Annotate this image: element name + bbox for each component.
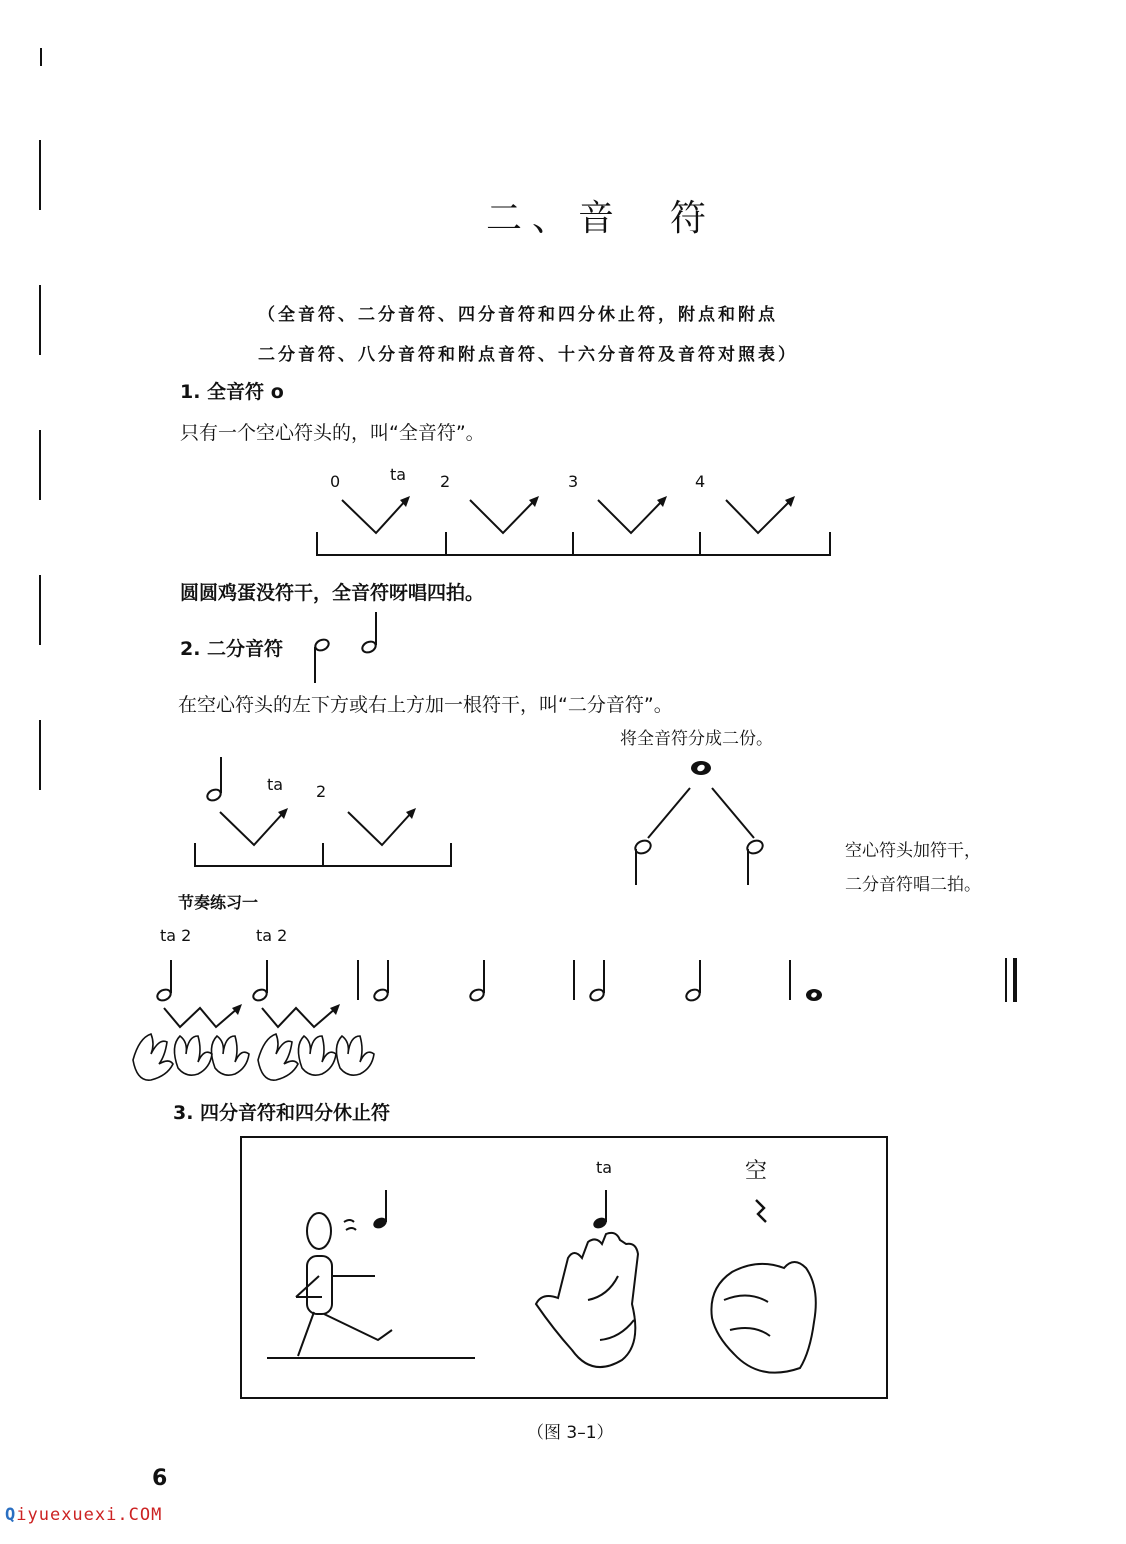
half-beat-label-ta: ta — [267, 775, 284, 794]
beat-label-3: 3 — [568, 472, 579, 491]
exercise-heading: 节奏练习一 — [178, 893, 259, 912]
side-text-line-2: 二分音符唱二拍。 — [845, 875, 981, 895]
page-title: 二、音 符 — [486, 198, 717, 239]
figure-label-rest: 空 — [745, 1159, 768, 1184]
half-beat-label-2: 2 — [316, 782, 327, 801]
whole-note-symbol: o — [270, 381, 284, 403]
beat-label-ta: ta — [390, 465, 407, 484]
figure-caption: （图 3–1） — [527, 1423, 614, 1443]
watermark-q: Q — [5, 1505, 17, 1525]
split-note-text: 将全音符分成二份。 — [620, 729, 773, 749]
page-number: 6 — [152, 1466, 168, 1491]
beat-label-4: 4 — [695, 472, 706, 491]
exercise-label-1: ta 2 — [160, 926, 192, 945]
figure-label-ta: ta — [596, 1158, 613, 1177]
exercise-label-2: ta 2 — [256, 926, 288, 945]
section-2-heading: 2. 二分音符 — [180, 638, 284, 660]
subtitle-line-1: （全音符、二分音符、四分音符和四分休止符，附点和附点 — [258, 305, 778, 325]
subtitle-line-2: 二分音符、八分音符和附点音符、十六分音符及音符对照表） — [258, 345, 798, 365]
figure-head — [307, 1213, 331, 1249]
beat-label-2: 2 — [440, 472, 451, 491]
section-1-definition: 只有一个空心符头的，叫“全音符”。 — [180, 422, 485, 444]
watermark-text: iyuexuexi.COM — [16, 1505, 163, 1525]
section-2-definition: 在空心符头的左下方或右上方加一根符干，叫“二分音符”。 — [178, 694, 673, 716]
section-1-heading: 1. 全音符 o — [180, 381, 284, 403]
section-1-rhyme: 圆圆鸡蛋没符干，全音符呀唱四拍。 — [180, 582, 485, 604]
beat-label-0: 0 — [330, 472, 341, 491]
watermark — [5, 1505, 162, 1525]
section-3-heading: 3. 四分音符和四分休止符 — [173, 1102, 391, 1124]
side-text-line-1: 空心符头加符干， — [845, 841, 981, 861]
